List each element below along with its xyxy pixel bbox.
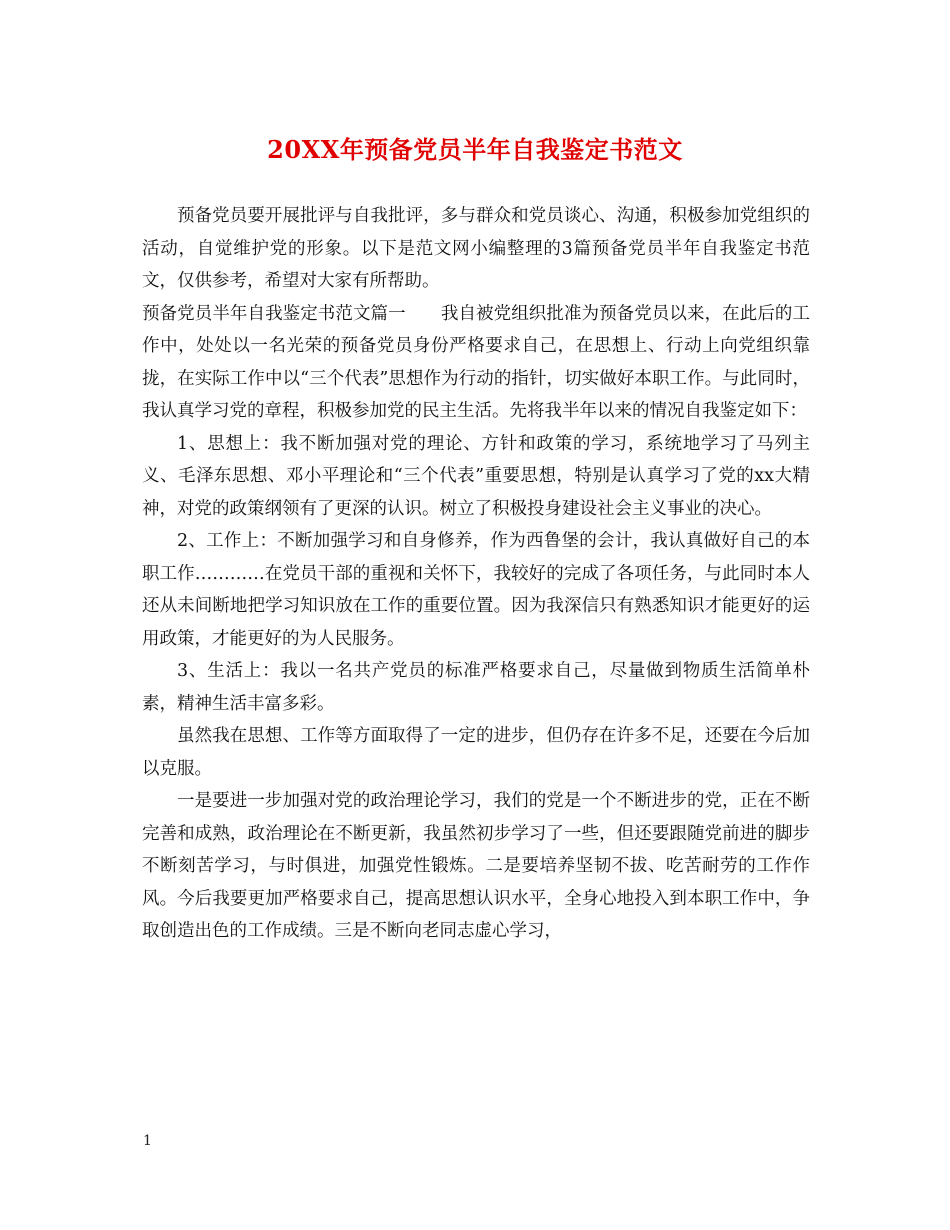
paragraph-shortcomings: 虽然我在思想、工作等方面取得了一定的进步，但仍存在许多不足，还要在今后加以克服。 xyxy=(142,726,810,779)
paragraph-work: 2、工作上：不断加强学习和自身修养，作为西鲁堡的会计，我认真做好自己的本职工作…………在党员干部的重视和关怀下，我较好的完成了各项任务，与此同时本人还从未间断地把学习知识放在工作的重要位置。因为我深信只有熟悉知识才能更好的运用政策，才能更好的为人民服务。 xyxy=(142,531,810,649)
paragraph-life: 3、生活上：我以一名共产党员的标准严格要求自己，尽量做到物质生活简单朴素，精神生活丰富多彩。 xyxy=(142,661,810,714)
paragraph-intro: 预备党员要开展批评与自我批评，多与群众和党员谈心、沟通，积极参加党组织的活动，自觉维护党的形象。以下是范文网小编整理的3篇预备党员半年自我鉴定书范文，仅供参考，希望对大家有所帮助。 xyxy=(142,206,810,291)
paragraph-section-one: 预备党员半年自我鉴定书范文篇一 我自被党组织批准为预备党员以来，在此后的工作中，处处以一名光荣的预备党员身份严格要求自己，在思想上、行动上向党组织靠拢，在实际工作中以“三个代表”思想作为行动的指针，切实做好本职工作。与此同时，我认真学习党的章程，积极参加党的民主生活。先将我半年以来的情况自我鉴定如下： xyxy=(142,303,810,421)
paragraph-improvements: 一是要进一步加强对党的政治理论学习，我们的党是一个不断进步的党，正在不断完善和成熟，政治理论在不断更新，我虽然初步学习了一些，但还要跟随党前进的脚步不断刻苦学习，与时俱进，加强党性锻炼。二是要培养坚韧不拔、吃苦耐劳的工作作风。今后我要更加严格要求自己，提高思想认识水平，全身心地投入到本职工作中，争取创造出色的工作成绩。三是不断向老同志虚心学习， xyxy=(142,791,810,941)
document-title: 20XX年预备党员半年自我鉴定书范文 xyxy=(267,135,683,164)
paragraph-thought: 1、思想上：我不断加强对党的理论、方针和政策的学习，系统地学习了马列主义、毛泽东思想、邓小平理论和“三个代表”重要思想，特别是认真学习了党的xx大精神，对党的政策纲领有了更深的认识。树立了积极投身建设社会主义事业的决心。 xyxy=(142,433,810,519)
document-body xyxy=(142,200,810,948)
page-number: 1 xyxy=(143,1133,152,1149)
